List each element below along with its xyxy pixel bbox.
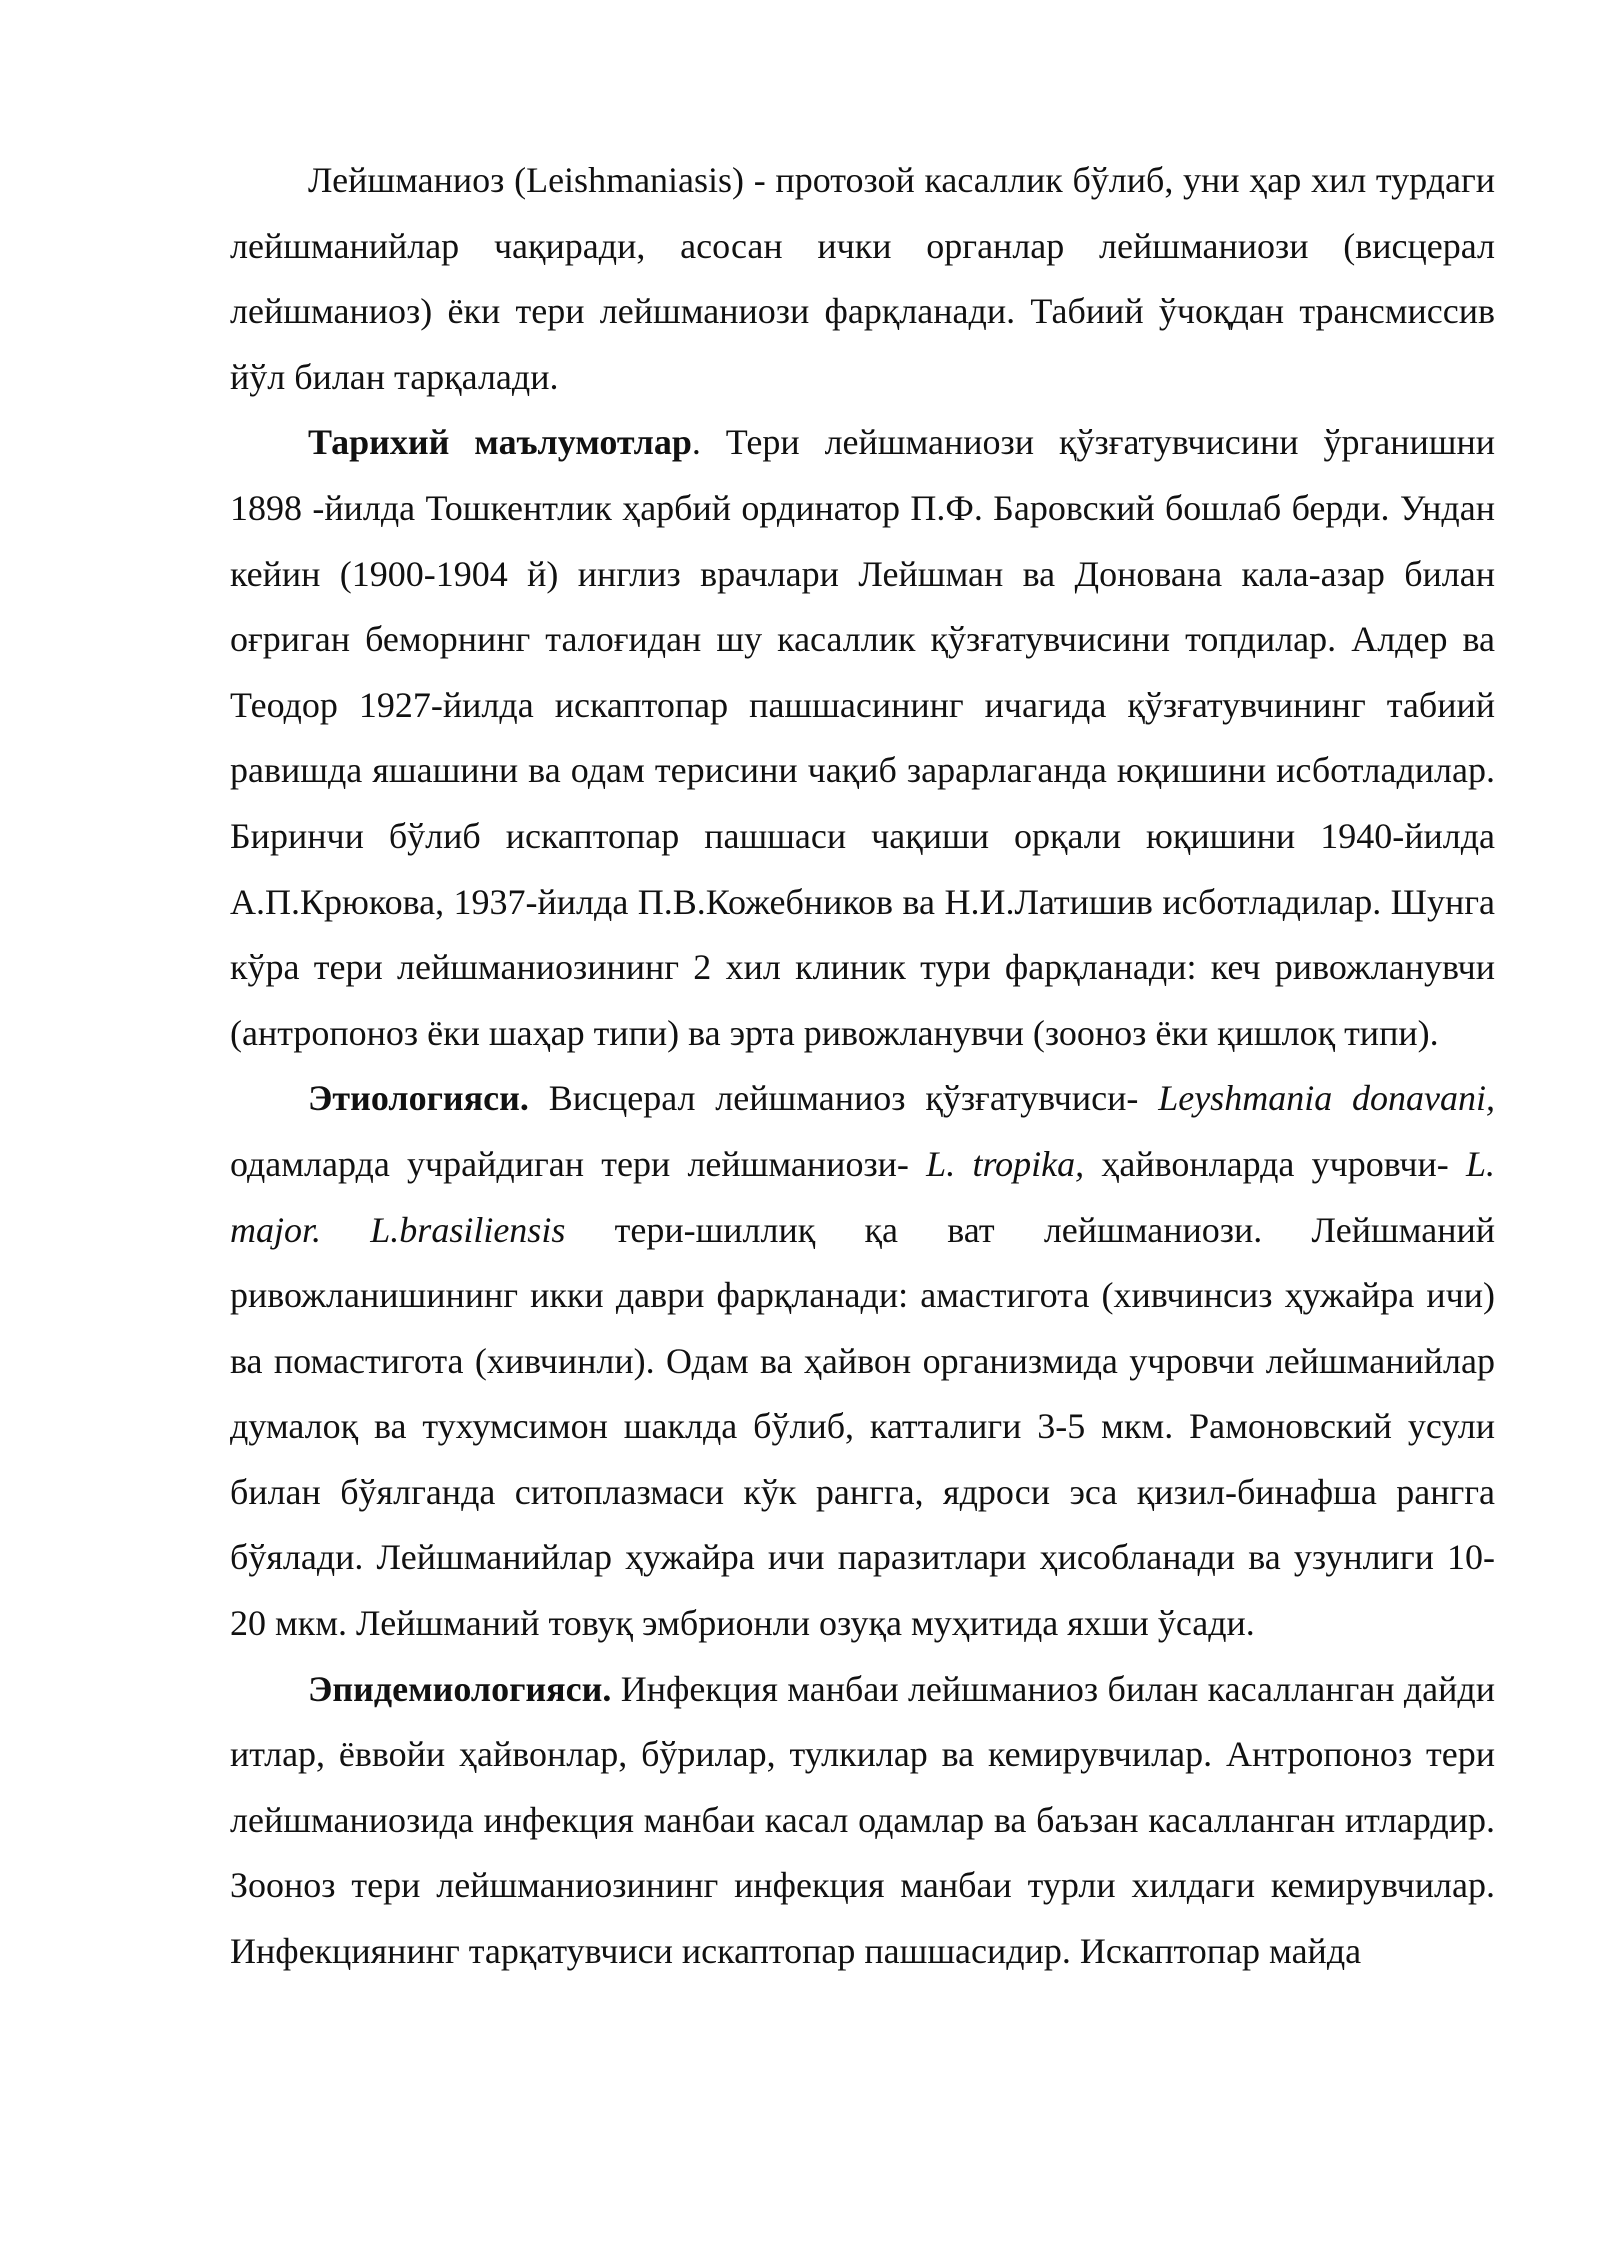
etiology-text-2: одамларда учрайдиган тери лейшманиози- [230,1143,927,1184]
paragraph-epidemiology [230,1657,1495,1985]
species-name-major-brasiliensis: L. major. L.brasiliensis [230,1143,1496,1250]
species-name-tropika: L. tropika, [926,1143,1085,1184]
document-page [230,148,1495,1985]
etiology-heading: Этиологияси. [308,1078,529,1119]
paragraph-etiology [230,1066,1495,1656]
paragraph-intro [230,148,1495,410]
history-text: . Тери лейшманиози қўзғатувчисини ўрганишни 1898 -йилда Тошкентлик ҳарбий ординатор П.Ф. Баровский бошлаб берди. Ундан кейин (1900-1904 й) инглиз врачлари Лейшман ва Донована кала-азар билан оғриган беморнинг талоғидан шу касаллик қўзғатувчисини топдилар. Алдер ва Теодор 1927-йилда искаптопар пашшасининг ичагида қўзғатувчининг табиий равишда яшашини ва одам терисини чақиб зарарлаганда юқишини исботладилар. Биринчи бўлиб искаптопар пашшаси чақиши орқали юқишини 1940-йилда А.П.Крюкова, 1937-йилда П.В.Кожебников ва Н.И.Латишив исботладилар. Шунга кўра тери лейшманиозининг 2 хил клиник тури фарқланади: кеч ривожланувчи (антропоноз ёки шаҳар типи) ва эрта ривожланувчи (зооноз ёки қишлоқ типи). [230,422,1495,1053]
intro-text: Лейшманиоз (Leishmaniasis) - протозой касаллик бўлиб, уни ҳар хил турдаги лейшманийлар чақиради, асосан ички органлар лейшманиози (висцерал лейшманиоз) ёки тери лейшманиози фарқланади. Табиий ўчоқдан трансмиссив йўл билан тарқалади. [230,160,1495,397]
species-name-donavani: Leyshmania donavani, [1158,1078,1496,1119]
etiology-text-4: тери-шиллиқ қа ват лейшманиози. Лейшманий ривожланишининг икки даври фарқланади: амастигота (хивчинсиз ҳужайра ичи) ва помастигота (хивчинли). Одам ва ҳайвон организмида учровчи лейшманийлар думалоқ ва тухумсимон шаклда бўлиб, катталиги 3-5 мкм. Рамоновский усули билан бўялганда ситоплазмаси кўк рангга, ядроси эса қизил-бинафша рангга бўялади. Лейшманийлар ҳужайра ичи паразитлари ҳисобланади ва узунлиги 10-20 мкм. Лейшманий товуқ эмбрионли озуқа муҳитида яхши ўсади. [230,1209,1495,1644]
epidemiology-heading: Эпидемиологияси. [308,1668,612,1709]
history-heading: Тарихий маълумотлар [308,422,692,463]
etiology-text-3: ҳайвонларда учровчи- [1084,1143,1466,1184]
paragraph-history [230,410,1495,1066]
etiology-text-1: Висцерал лейшманиоз қўзғатувчиси- [528,1078,1159,1119]
epidemiology-text: Инфекция манбаи лейшманиоз билан касалланган дайди итлар, ёввойи ҳайвонлар, бўрилар, тулкилар ва кемирувчилар. Антропоноз тери лейшманиозида инфекция манбаи касал одамлар ва баъзан касалланган итлардир. Зооноз тери лейшманиозининг инфекция манбаи турли хилдаги кемирувчилар. Инфекциянинг тарқатувчиси искаптопар пашшасидир. Искаптопар майда [230,1668,1495,1972]
